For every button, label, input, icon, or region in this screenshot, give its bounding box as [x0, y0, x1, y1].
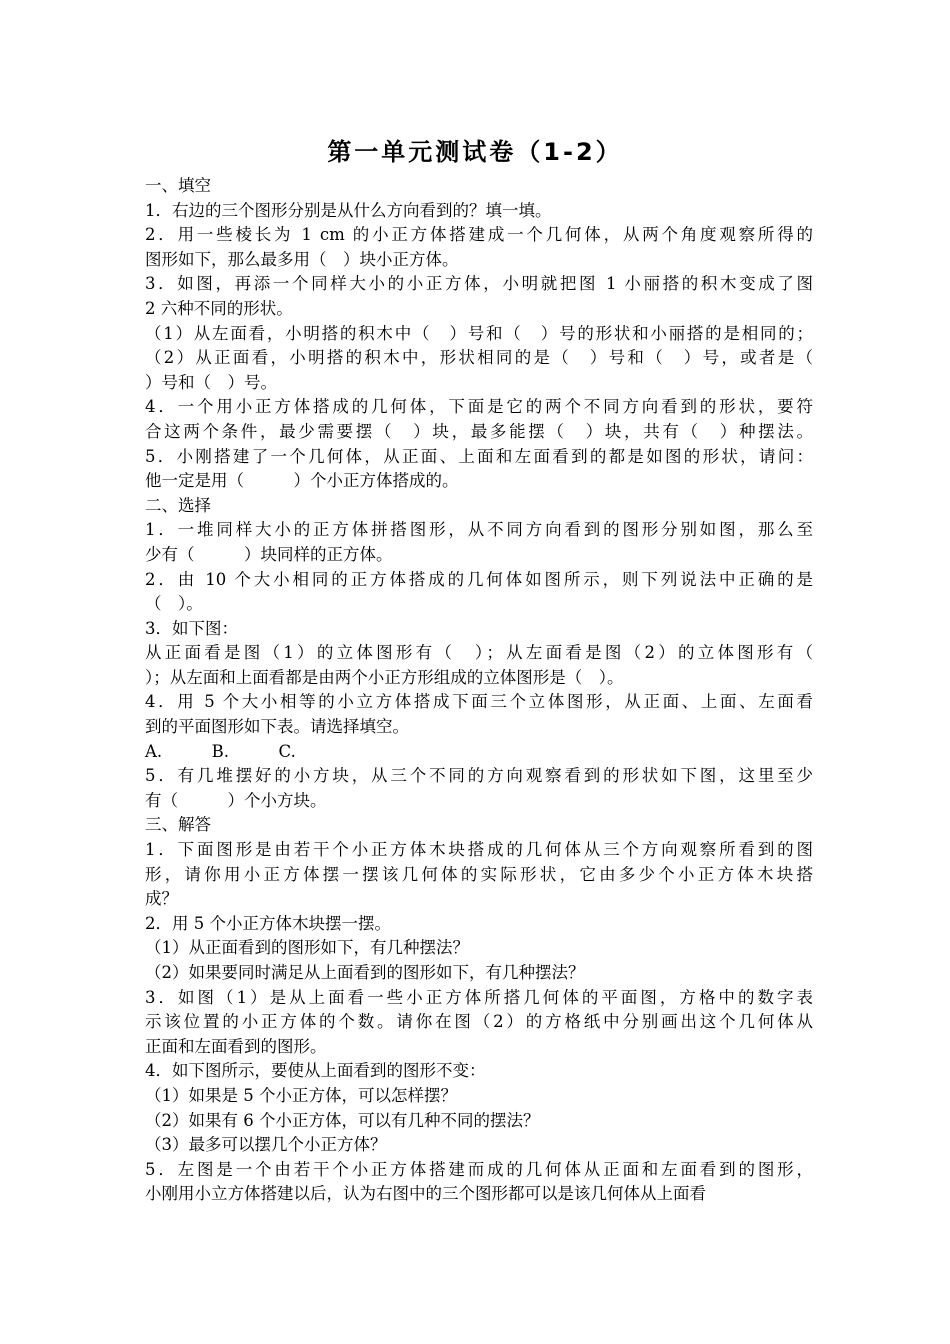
text-line: 2．用一些棱长为 1 cm 的小正方体搭建成一个几何体，从两个角度观察所得的 — [145, 225, 813, 245]
text-line: 4．用 5 个大小相等的小立方体搭成下面三个立体图形，从正面、上面、左面看 — [145, 692, 813, 712]
text-line: 1．一堆同样大小的正方体拼搭图形，从不同方向看到的图形分别如图，那么至 — [145, 520, 813, 540]
text-line: 4．一个用小正方体搭成的几何体，下面是它的两个不同方向看到的形状，要符 — [145, 397, 813, 417]
text-line: 形，请你用小正方体摆一摆该几何体的实际形状，它由多少个小正方体木块搭 — [145, 864, 813, 884]
text-line: 成？ — [145, 889, 178, 909]
document-body — [145, 174, 813, 1207]
text-line: （1）从左面看，小明搭的积木中（ ）号和（ ）号的形状和小丽搭的是相同的； — [145, 323, 813, 343]
text-line: 图形如下，那么最多用（ ）块小正方体。 — [145, 249, 459, 269]
text-line: 2．由 10 个大小相同的正方体搭成的几何体如图所示，则下列说法中正确的是 — [145, 569, 813, 589]
text-line: 从正面看是图（1）的立体图形有（ ）；从左面看是图（2）的立体图形有（ — [145, 643, 813, 663]
text-line: 5．有几堆摆好的小方块，从三个不同的方向观察看到的形状如下图，这里至少 — [145, 766, 813, 786]
text-line: （2）如果要同时满足从上面看到的图形如下，有几种摆法？ — [145, 963, 585, 982]
text-line: 示该位置的小正方体的个数。请你在图（2）的方格纸中分别画出这个几何体从 — [145, 1012, 813, 1032]
text-line: （ ）。 — [145, 594, 203, 614]
text-line: 2 六种不同的形状。 — [145, 298, 293, 318]
text-line: 4．如下图所示，要使从上面看到的图形不变： — [145, 1061, 486, 1081]
text-line: 正面和左面看到的图形。 — [145, 1036, 327, 1056]
text-line: （2）从正面看，小明搭的积木中，形状相同的是（ ）号和（ ）号，或者是（ — [145, 348, 813, 368]
page-title: 第一单元测试卷（1-2） — [327, 138, 623, 166]
text-line: 小刚用小立方体搭建以后，认为右图中的三个图形都可以是该几何体从上面看 — [145, 1184, 706, 1204]
text-line: （1）如果是 5 个小正方体，可以怎样摆？ — [145, 1085, 457, 1105]
text-line: （3）最多可以摆几个小正方体？ — [145, 1135, 387, 1155]
text-line: 5．小刚搭建了一个几何体，从正面、上面和左面看到的都是如图的形状，请问： — [145, 446, 813, 466]
text-line: A. B. C. — [145, 741, 296, 761]
text-line: 3．如下图： — [145, 618, 238, 638]
text-line: 有（ ）个小方块。 — [145, 790, 327, 810]
text-line: 合这两个条件，最少需要摆（ ）块，最多能摆（ ）块，共有（ ）种摆法。 — [145, 421, 813, 441]
text-line: 少有（ ）块同样的正方体。 — [145, 544, 393, 564]
text-line: 1．下面图形是由若干个小正方体木块搭成的几何体从三个方向观察所看到的图 — [145, 840, 813, 860]
text-line: 5．左图是一个由若干个小正方体搭建而成的几何体从正面和左面看到的图形， — [145, 1159, 813, 1179]
text-line: ）号和（ ）号。 — [145, 372, 277, 392]
text-line: ）；从左面和上面看都是由两个小正方形组成的立体图形是（ ）。 — [145, 667, 624, 687]
text-line: 3．如图，再添一个同样大小的小正方体，小明就把图 1 小丽搭的积木变成了图 — [145, 274, 813, 294]
text-line: 1．右边的三个图形分别是从什么方向看到的？填一填。 — [145, 200, 552, 220]
text-line: （2）如果有 6 个小正方体，可以有几种不同的摆法？ — [145, 1110, 540, 1130]
text-line: （1）从正面看到的图形如下，有几种摆法？ — [145, 938, 469, 958]
text-line: 一、填空 — [145, 176, 211, 195]
text-line: 三、解答 — [145, 815, 211, 835]
text-line: 2．用 5 个小正方体木块摆一摆。 — [145, 913, 391, 933]
text-line: 到的平面图形如下表。请选择填空。 — [145, 717, 409, 737]
text-line: 二、选择 — [145, 495, 211, 515]
text-line: 3．如图（1）是从上面看一些小正方体所搭几何体的平面图，方格中的数字表 — [145, 987, 813, 1007]
text-line: 他一定是用（ ）个小正方体搭成的。 — [145, 471, 459, 491]
